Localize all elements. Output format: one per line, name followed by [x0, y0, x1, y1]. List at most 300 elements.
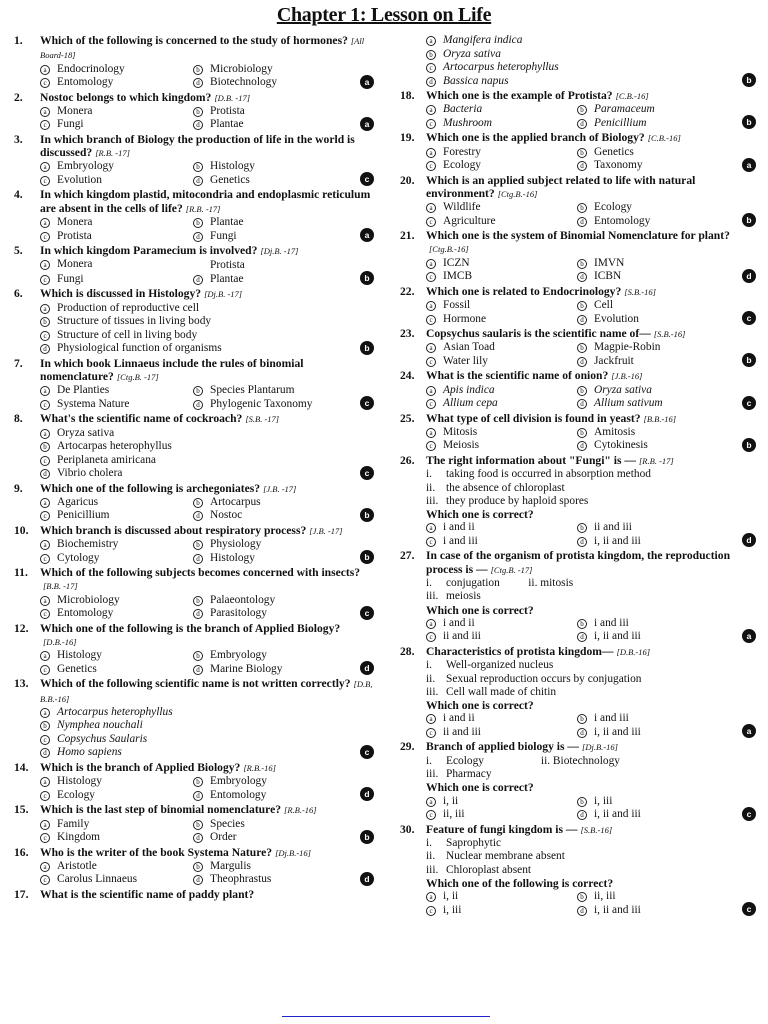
option-item[interactable]: [40, 831, 193, 845]
option-list: [400, 712, 756, 739]
option-item[interactable]: [40, 454, 346, 468]
option-item[interactable]: [193, 509, 346, 523]
question-number: 22.: [400, 284, 415, 298]
option-item[interactable]: [193, 174, 346, 188]
option-marker: c: [40, 331, 50, 341]
option-marker: b: [40, 442, 50, 452]
statement: [426, 468, 756, 481]
question-number: 6.: [14, 287, 23, 301]
question-item: [400, 823, 756, 917]
option-item[interactable]: [577, 397, 728, 411]
statement: [426, 864, 756, 877]
option-text: Cytology: [57, 551, 100, 564]
statement-text: Cell wall made of chitin: [446, 685, 557, 698]
option-marker: b: [193, 386, 203, 396]
option-marker: b: [193, 820, 203, 830]
option-item[interactable]: [193, 663, 346, 677]
option-text: Allium sativum: [594, 397, 663, 410]
option-item[interactable]: [426, 34, 728, 48]
option-marker: a: [40, 540, 50, 550]
option-item[interactable]: [40, 873, 193, 887]
option-marker: c: [426, 272, 436, 282]
option-item[interactable]: [193, 831, 346, 845]
option-text: Meiosis: [443, 439, 480, 452]
option-text: Plantae: [210, 216, 244, 229]
question-header: [400, 740, 756, 754]
option-marker: c: [426, 161, 436, 171]
option-marker: a: [40, 651, 50, 661]
option-item[interactable]: [40, 789, 193, 803]
option-text: Plantae: [210, 272, 244, 285]
option-item[interactable]: [577, 535, 728, 549]
answer-badge: b: [360, 508, 374, 522]
option-text: Genetics: [594, 145, 634, 158]
answer-badge: c: [742, 902, 756, 916]
option-text: i and ii: [443, 521, 475, 534]
option-item[interactable]: [40, 594, 193, 608]
question-item: [14, 761, 374, 802]
question-text-body: What is the scientific name of paddy plant?: [40, 887, 255, 901]
option-item[interactable]: [40, 719, 346, 733]
option-marker: d: [193, 875, 203, 885]
option-item[interactable]: [426, 117, 577, 131]
question-header: [400, 412, 756, 426]
answer-badge: a: [360, 75, 374, 89]
option-list: [14, 258, 374, 286]
option-item[interactable]: [426, 257, 577, 271]
option-list: [400, 146, 756, 173]
option-item[interactable]: [577, 341, 728, 355]
option-item[interactable]: [426, 384, 577, 398]
option-item[interactable]: [193, 105, 346, 119]
option-text: Nymphea nouchali: [57, 719, 143, 732]
option-item[interactable]: [426, 712, 577, 726]
question-item: [400, 327, 756, 368]
option-list: [400, 617, 756, 644]
question-header: [400, 89, 756, 103]
option-item[interactable]: [40, 496, 193, 510]
option-item[interactable]: [426, 313, 577, 327]
question-item: [400, 174, 756, 229]
option-text: ii, iii: [443, 808, 465, 821]
question-text: [40, 803, 374, 817]
option-item[interactable]: [40, 174, 193, 188]
option-text: Taxonomy: [594, 159, 643, 172]
option-item[interactable]: [426, 617, 577, 631]
option-marker: d: [577, 537, 587, 547]
statement: [426, 850, 756, 863]
option-marker: a: [426, 523, 436, 533]
option-text: Physiology: [210, 538, 262, 551]
option-item[interactable]: [40, 342, 346, 356]
option-item[interactable]: [577, 521, 728, 535]
option-item[interactable]: [577, 159, 728, 173]
option-item[interactable]: [426, 61, 728, 75]
statement-text: Nuclear membrane absent: [446, 850, 565, 863]
option-item[interactable]: [40, 329, 346, 343]
option-marker: d: [577, 906, 587, 916]
option-marker: c: [426, 399, 436, 409]
question-header: [14, 133, 374, 161]
option-text: Monera: [57, 258, 93, 271]
option-item[interactable]: [193, 552, 346, 566]
option-item[interactable]: [40, 258, 193, 273]
option-marker: d: [40, 469, 50, 479]
option-item[interactable]: [577, 795, 728, 809]
option-item[interactable]: [40, 118, 193, 132]
option-marker: a: [40, 820, 50, 830]
option-item[interactable]: [193, 76, 346, 90]
option-item[interactable]: [40, 160, 193, 174]
question-header: [400, 454, 756, 468]
option-item[interactable]: [577, 313, 728, 327]
question-header: [14, 244, 374, 258]
option-item[interactable]: [193, 594, 346, 608]
statement: [426, 659, 756, 672]
option-list: [14, 427, 374, 481]
option-item[interactable]: [577, 355, 728, 369]
answer-badge: c: [742, 396, 756, 410]
option-item[interactable]: [577, 299, 728, 313]
option-item[interactable]: [426, 75, 728, 89]
statement-list: [400, 659, 756, 699]
option-item[interactable]: [426, 904, 577, 918]
answer-badge: c: [742, 311, 756, 325]
option-item[interactable]: [40, 216, 193, 230]
option-item[interactable]: [40, 818, 193, 832]
question-header: [14, 412, 374, 426]
option-marker: b: [577, 619, 587, 629]
question-text-body: Which is discussed in Histology?: [40, 287, 202, 301]
statement-roman: ii.: [426, 850, 436, 863]
option-item[interactable]: [40, 733, 346, 747]
question-header: [14, 524, 374, 538]
option-marker: a: [426, 714, 436, 724]
option-item[interactable]: [577, 904, 728, 918]
option-item[interactable]: [193, 118, 346, 132]
option-item[interactable]: [193, 789, 346, 803]
option-item[interactable]: [193, 775, 346, 789]
option-item[interactable]: [577, 808, 728, 822]
question-text: [426, 412, 756, 426]
question-text-body: In which kingdom Paramecium is involved?: [40, 244, 258, 258]
question-text-body: What's the scientific name of cockroach?: [40, 412, 243, 426]
option-marker: d: [577, 357, 587, 367]
option-item[interactable]: [426, 630, 577, 644]
option-item[interactable]: [426, 341, 577, 355]
option-item[interactable]: [193, 496, 346, 510]
option-item[interactable]: [426, 299, 577, 313]
option-item[interactable]: [40, 775, 193, 789]
option-item[interactable]: [426, 890, 577, 904]
option-item[interactable]: [577, 712, 728, 726]
question-text-body: Which is the last step of binomial nomenclature?: [40, 803, 282, 817]
option-text: Microbiology: [210, 62, 273, 75]
option-item[interactable]: [577, 384, 728, 398]
option-marker: a: [426, 301, 436, 311]
question-item: [400, 740, 756, 821]
option-item[interactable]: [40, 552, 193, 566]
option-item[interactable]: [193, 63, 346, 77]
option-item[interactable]: [40, 746, 346, 760]
option-item[interactable]: [577, 439, 728, 453]
option-text: ICZN: [443, 256, 470, 269]
option-item[interactable]: [40, 860, 193, 874]
option-marker: d: [577, 161, 587, 171]
option-marker: b: [577, 428, 587, 438]
option-text: Embryology: [210, 775, 267, 788]
board-reference: [D.B. -17]: [214, 92, 251, 103]
option-text: Cytokinesis: [594, 439, 648, 452]
question-item: [400, 454, 756, 548]
statement: [426, 590, 756, 603]
board-reference: [R.B.-16]: [243, 762, 276, 773]
option-marker: a: [426, 148, 436, 158]
option-item[interactable]: [426, 48, 728, 62]
option-item[interactable]: [426, 146, 577, 160]
option-item[interactable]: [40, 538, 193, 552]
question-number: 20.: [400, 173, 415, 187]
question-text: [40, 846, 374, 860]
question-text: [40, 244, 374, 258]
option-item[interactable]: [40, 607, 193, 621]
question-text: [40, 524, 374, 538]
statement-text: Pharmacy: [446, 768, 492, 781]
option-marker: c: [40, 78, 50, 88]
option-item[interactable]: [426, 795, 577, 809]
option-text: Order: [210, 831, 237, 844]
question-item: [400, 412, 756, 453]
option-item[interactable]: [577, 215, 728, 229]
option-item[interactable]: [40, 649, 193, 663]
answer-badge: b: [360, 341, 374, 355]
option-text: Bassica napus: [443, 74, 509, 87]
option-list: [14, 594, 374, 621]
option-item[interactable]: [40, 440, 346, 454]
statement: [426, 755, 756, 768]
option-item[interactable]: [193, 398, 346, 412]
option-text: ii, iii: [594, 890, 616, 903]
option-item[interactable]: [426, 215, 577, 229]
option-text: Biotechnology: [210, 76, 278, 89]
option-text: Agriculture: [443, 214, 496, 227]
option-text: i, ii: [443, 794, 459, 807]
option-item[interactable]: [426, 159, 577, 173]
option-item[interactable]: [426, 355, 577, 369]
option-item[interactable]: [40, 427, 346, 441]
option-item[interactable]: [193, 273, 346, 287]
option-item[interactable]: [40, 63, 193, 77]
option-item[interactable]: [40, 302, 346, 316]
statement-roman: i.: [426, 754, 433, 767]
option-marker: a: [426, 36, 436, 46]
option-marker: c: [40, 665, 50, 675]
option-item[interactable]: [577, 257, 728, 271]
answer-badge: d: [742, 533, 756, 547]
option-text: Asian Toad: [443, 341, 495, 354]
option-marker: c: [40, 554, 50, 564]
board-reference: [R.B. -17]: [185, 203, 221, 214]
question-text-body: Which one is the system of Binomial Nomenclature for plant?: [426, 229, 730, 243]
option-item[interactable]: [193, 607, 346, 621]
option-item[interactable]: [40, 706, 346, 720]
question-text-body: Which is the branch of Applied Biology?: [40, 760, 241, 774]
option-item[interactable]: [193, 873, 346, 887]
answer-badge: a: [360, 117, 374, 131]
page-title: Chapter 1: Lesson on Life: [276, 4, 492, 26]
option-item[interactable]: [40, 467, 346, 481]
option-item[interactable]: [577, 103, 728, 117]
question-number: 19.: [400, 131, 415, 145]
option-item[interactable]: [193, 216, 346, 230]
option-item[interactable]: [40, 663, 193, 677]
right-column: [400, 34, 756, 918]
option-text: De Planties: [57, 384, 110, 397]
question-header: [14, 846, 374, 860]
option-text: Genetics: [210, 173, 250, 186]
answer-badge: b: [360, 550, 374, 564]
question-item: [14, 412, 374, 480]
option-item[interactable]: [193, 860, 346, 874]
question-header: [14, 482, 374, 496]
option-item[interactable]: [577, 201, 728, 215]
option-marker: d: [193, 232, 203, 242]
option-text: Ecology: [443, 159, 481, 172]
option-text: Monera: [57, 216, 93, 229]
option-item[interactable]: [426, 808, 577, 822]
option-text: Production of reproductive cell: [57, 301, 200, 314]
option-marker: a: [426, 619, 436, 629]
option-marker: b: [577, 797, 587, 807]
question-number: 9.: [14, 481, 23, 495]
option-item[interactable]: [426, 397, 577, 411]
option-marker: c: [426, 537, 436, 547]
option-item[interactable]: [193, 258, 346, 273]
option-item[interactable]: [426, 439, 577, 453]
option-text: i, ii and iii: [594, 630, 641, 643]
answer-badge: b: [742, 353, 756, 367]
question-text: [426, 645, 756, 659]
option-item[interactable]: [426, 726, 577, 740]
option-marker: a: [426, 203, 436, 213]
question-number: 17.: [14, 887, 29, 901]
option-item[interactable]: [577, 270, 728, 284]
question-number: 29.: [400, 740, 415, 754]
question-text-body: Characteristics of protista kingdom—: [426, 644, 614, 658]
option-text: Biochemistry: [57, 538, 119, 551]
option-marker: d: [40, 748, 50, 758]
option-text: Nostoc: [210, 509, 243, 522]
option-list: [400, 103, 756, 130]
option-marker: c: [40, 176, 50, 186]
option-text: Bacteria: [443, 103, 483, 116]
option-item[interactable]: [40, 76, 193, 90]
option-item[interactable]: [577, 117, 728, 131]
option-item[interactable]: [193, 818, 346, 832]
answer-badge: b: [742, 438, 756, 452]
question-header: [14, 888, 374, 901]
option-marker: a: [40, 498, 50, 508]
option-marker: a: [40, 708, 50, 718]
option-marker: c: [40, 609, 50, 619]
question-number: 3.: [14, 132, 23, 146]
option-text: Entomology: [210, 788, 267, 801]
question-number: 30.: [400, 822, 415, 836]
question-text: [426, 327, 756, 341]
option-item[interactable]: [426, 535, 577, 549]
question-number: 28.: [400, 644, 415, 658]
option-item[interactable]: [40, 105, 193, 119]
question-text-body: The right information about "Fungi" is —: [426, 453, 636, 467]
option-marker: b: [577, 148, 587, 158]
option-item[interactable]: [426, 103, 577, 117]
question-text: [40, 677, 374, 706]
option-item[interactable]: [193, 230, 346, 244]
option-text: Histology: [210, 551, 255, 564]
board-reference: [All Board-18]: [40, 36, 365, 61]
question-text: [426, 740, 756, 754]
question-header: [14, 761, 374, 775]
option-item[interactable]: [40, 315, 346, 329]
question-header: [14, 91, 374, 105]
option-list: [400, 201, 756, 228]
option-text: Aristotle: [57, 859, 97, 872]
option-item[interactable]: [577, 617, 728, 631]
option-item[interactable]: [577, 426, 728, 440]
option-item[interactable]: [577, 630, 728, 644]
board-reference: [S.B.-16]: [580, 824, 613, 835]
option-marker: c: [40, 791, 50, 801]
option-item[interactable]: [40, 273, 193, 287]
option-marker: d: [193, 791, 203, 801]
option-item[interactable]: [40, 230, 193, 244]
option-item[interactable]: [426, 426, 577, 440]
question-item: [14, 566, 374, 621]
sub-question: Which one is correct?: [426, 603, 534, 617]
board-reference: [R.B. -17]: [95, 148, 130, 159]
board-reference: [C.B.-16]: [647, 133, 681, 144]
answer-badge: b: [360, 271, 374, 285]
option-item[interactable]: [426, 201, 577, 215]
option-item[interactable]: [40, 509, 193, 523]
option-item[interactable]: [40, 398, 193, 412]
statement-text: meiosis: [446, 590, 481, 603]
question-text: [426, 174, 756, 202]
option-list: [14, 384, 374, 411]
board-reference: [J.B.-16]: [611, 371, 643, 382]
option-item[interactable]: [193, 649, 346, 663]
option-item[interactable]: [40, 384, 193, 398]
board-reference: [Dj.B.-16]: [275, 847, 311, 858]
question-text-body: Copsychus saularis is the scientific name of—: [426, 327, 651, 341]
option-item[interactable]: [426, 521, 577, 535]
option-item[interactable]: [577, 890, 728, 904]
option-item[interactable]: [577, 146, 728, 160]
question-number: 15.: [14, 803, 29, 817]
option-item[interactable]: [577, 726, 728, 740]
question-text-body: In which branch of Biology the production of life in the world is discussed?: [40, 132, 355, 160]
option-item[interactable]: [193, 160, 346, 174]
statement-text: Well-organized nucleus: [446, 659, 554, 672]
option-marker: a: [426, 386, 436, 396]
question-text-body: Which of the following subjects becomes concerned with insects?: [40, 566, 361, 580]
option-item[interactable]: [193, 384, 346, 398]
question-text-body: Which one is the applied branch of Biology?: [426, 131, 645, 145]
option-item[interactable]: [193, 538, 346, 552]
option-item[interactable]: [426, 270, 577, 284]
question-text-body: In which kingdom plastid, mitocondria and endoplasmic reticulum are absent in the cells of life?: [40, 188, 371, 215]
option-marker: c: [40, 456, 50, 466]
